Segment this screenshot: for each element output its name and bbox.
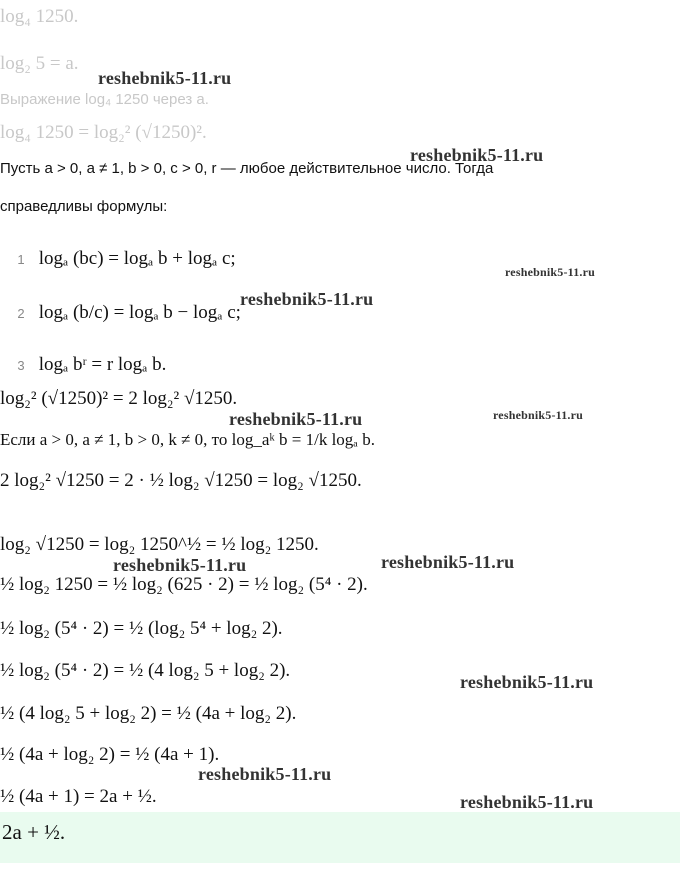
watermark: reshebnik5-11.ru <box>460 672 594 692</box>
formula-item <box>8 248 236 270</box>
answer-text: 2a + ½. <box>2 820 66 844</box>
watermark: reshebnik5-11.ru <box>113 555 247 575</box>
formula-text: logₐ (b/c) = logₐ b − logₐ c; <box>38 302 241 323</box>
problem-task: Выражение log₄ 1250 через a. <box>0 91 209 108</box>
problem-expression: log₄ 1250. <box>0 6 79 27</box>
theory-intro-line1: Пусть a > 0, a ≠ 1, b > 0, c > 0, r — любое действительное число. Тогда <box>0 160 494 177</box>
solution-step: log₂² (√1250)² = 2 log₂² √1250. <box>0 388 238 409</box>
formula-number: 2 <box>17 306 25 321</box>
watermark: reshebnik5-11.ru <box>98 68 232 88</box>
answer-box <box>0 812 680 863</box>
solution-step: Если a > 0, a ≠ 1, b > 0, k ≠ 0, то log_aᵏ b = 1/k logₐ b. <box>0 430 375 449</box>
solution-step: 2 log₂² √1250 = 2 · ½ log₂ √1250 = log₂ √1250. <box>0 470 362 491</box>
watermark: reshebnik5-11.ru <box>381 552 515 572</box>
watermark: reshebnik5-11.ru <box>460 792 594 812</box>
watermark: reshebnik5-11.ru <box>198 764 332 784</box>
formula-text: logₐ (bc) = logₐ b + logₐ c; <box>38 248 236 269</box>
solution-step: ½ (4 log₂ 5 + log₂ 2) = ½ (4a + log₂ 2). <box>0 703 297 724</box>
watermark: reshebnik5-11.ru <box>229 409 363 429</box>
formula-item <box>8 354 166 376</box>
watermark: reshebnik5-11.ru <box>493 408 583 422</box>
formula-text: logₐ bʳ = r logₐ b. <box>38 354 167 375</box>
solution-step: ½ (4a + 1) = 2a + ½. <box>0 786 157 807</box>
solution-step: ½ log₂ 1250 = ½ log₂ (625 · 2) = ½ log₂ (5⁴ · 2). <box>0 574 368 595</box>
problem-condition: log₂ 5 = a. <box>0 53 79 74</box>
solution-step: ½ (4a + log₂ 2) = ½ (4a + 1). <box>0 744 220 765</box>
problem-rewrite: log₄ 1250 = log₂² (√1250)². <box>0 122 207 143</box>
solution-step: ½ log₂ (5⁴ · 2) = ½ (log₂ 5⁴ + log₂ 2). <box>0 618 283 639</box>
formula-number: 3 <box>17 358 25 373</box>
formula-number: 1 <box>17 252 25 267</box>
theory-intro-line2: справедливы формулы: <box>0 198 168 215</box>
watermark: reshebnik5-11.ru <box>505 265 595 279</box>
watermark: reshebnik5-11.ru <box>410 145 544 165</box>
formula-item <box>8 302 241 324</box>
watermark: reshebnik5-11.ru <box>240 289 374 309</box>
solution-step: ½ log₂ (5⁴ · 2) = ½ (4 log₂ 5 + log₂ 2). <box>0 660 291 681</box>
solution-step: log₂ √1250 = log₂ 1250^½ = ½ log₂ 1250. <box>0 534 319 555</box>
